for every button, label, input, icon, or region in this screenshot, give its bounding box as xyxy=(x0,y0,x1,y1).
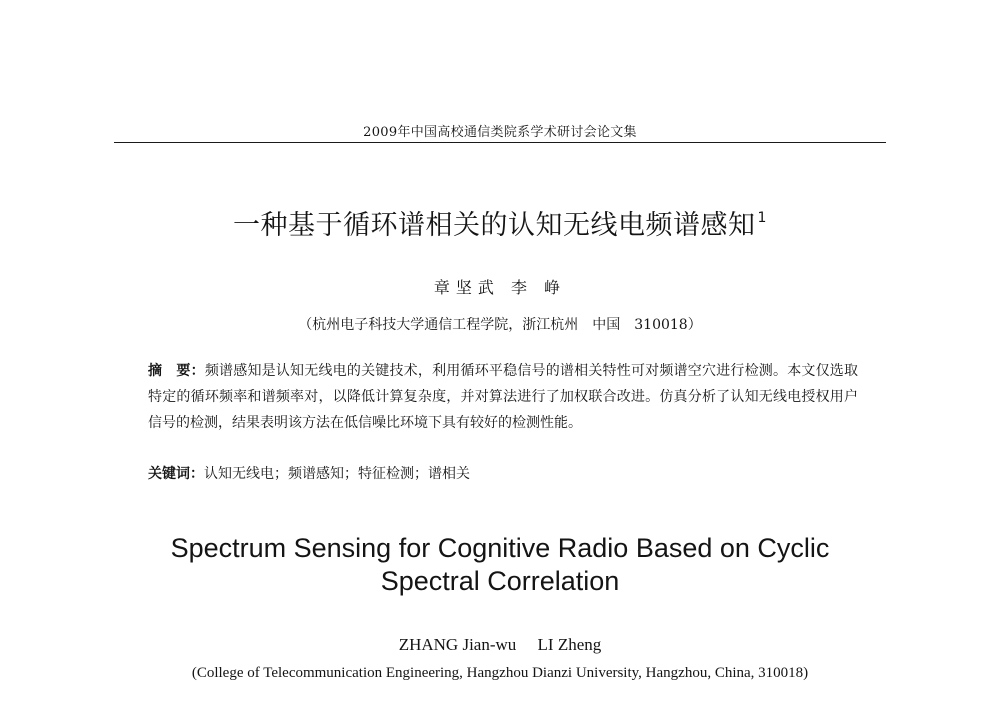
chinese-title xyxy=(0,203,1000,242)
keywords-text: 认知无线电；频谱感知；特征检测；谱相关 xyxy=(204,466,470,482)
english-affiliation: (College of Telecommunication Engineering, Hangzhou Dianzi University, Hangzhou, China, 310018) xyxy=(191,665,809,681)
english-title-line-1: Spectrum Sensing for Cognitive Radio Based on Cyclic xyxy=(170,533,830,563)
chinese-authors: 章坚武 李 峥 xyxy=(433,278,567,297)
abstract-text: 频谱感知是认知无线电的关键技术，利用循环平稳信号的谱相关特性可对频谱空穴进行检测。本文仅选取特定的循环频率和谱频率对，以降低计算复杂度，并对算法进行了加权联合改进。仿真分析了认知无线电授权用户信号的检测，结果表明该方法在低信噪比环境下具有较好的检测性能。 xyxy=(148,363,859,431)
chinese-keywords xyxy=(148,461,858,487)
abstract-label: 摘 要： xyxy=(148,363,205,379)
header-rule xyxy=(114,142,886,143)
chinese-affiliation: （杭州电子科技大学通信工程学院，浙江杭州 中国 310018） xyxy=(298,317,702,333)
english-title xyxy=(0,532,1000,598)
running-header: 2009年中国高校通信类院系学术研讨会论文集 xyxy=(363,125,637,140)
title-footnote-mark: 1 xyxy=(757,210,767,226)
chinese-title-text: 一种基于循环谱相关的认知无线电频谱感知 xyxy=(233,210,756,241)
english-authors: ZHANG Jian-wu LI Zheng xyxy=(398,635,602,654)
english-title-line-2: Spectral Correlation xyxy=(380,566,620,596)
keywords-label: 关键词： xyxy=(148,466,204,482)
chinese-abstract xyxy=(148,358,858,436)
